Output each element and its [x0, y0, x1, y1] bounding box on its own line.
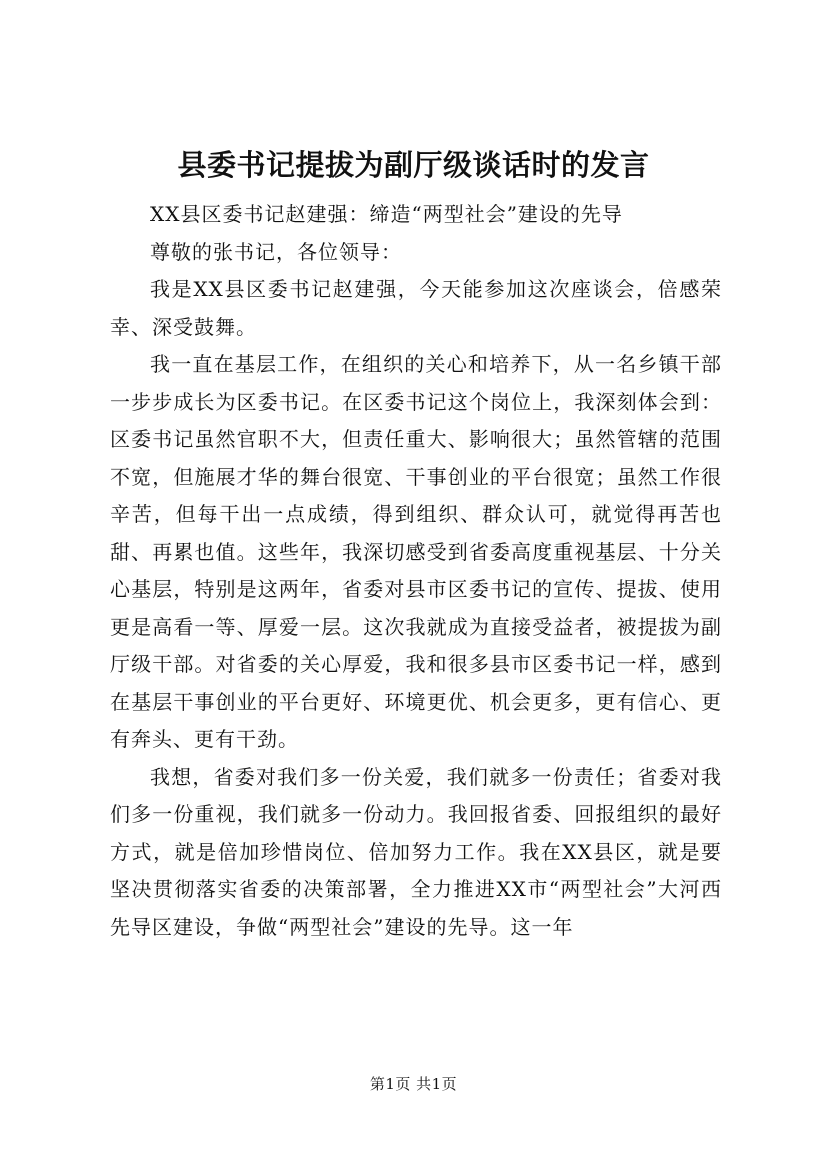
- document-body: [110, 196, 722, 946]
- body-paragraph: 我是XX县区委书记赵建强，今天能参加这次座谈会，倍感荣幸、深受鼓舞。: [110, 277, 722, 339]
- subtitle-paragraph: XX县区委书记赵建强：缔造“两型社会”建设的先导: [150, 202, 623, 226]
- body-paragraph: 我一直在基层工作，在组织的关心和培养下，从一名乡镇干部一步步成长为区委书记。在区委书记这个岗位上，我深刻体会到：区委书记虽然官职不大，但责任重大、影响很大；虽然管辖的范围不宽，但施展才华的舞台很宽、干事创业的平台很宽；虽然工作很辛苦，但每干出一点成绩，得到组织、群众认可，就觉得再苦也甜、再累也值。这些年，我深切感受到省委高度重视基层、十分关心基层，特别是这两年，省委对县市区委书记的宣传、提拔、使用更是高看一等、厚爱一层。这次我就成为直接受益者，被提拔为副厅级干部。对省委的关心厚爱，我和很多县市区委书记一样，感到在基层干事创业的平台更好、环境更优、机会更多，更有信心、更有奔头、更有干劲。: [110, 352, 722, 751]
- body-paragraph: 我想，省委对我们多一份关爱，我们就多一份责任；省委对我们多一份重视，我们就多一份动力。我回报省委、回报组织的最好方式，就是倍加珍惜岗位、倍加努力工作。我在XX县区，就是要坚决贯彻落实省委的决策部署，全力推进XX市“两型社会”大河西先导区建设，争做“两型社会”建设的先导。这一年: [110, 764, 722, 939]
- salutation-paragraph: 尊敬的张书记，各位领导：: [150, 239, 402, 264]
- page-footer: 第1页 共1页: [369, 1075, 458, 1093]
- document-title: 县委书记提拔为副厅级谈话时的发言: [177, 148, 650, 182]
